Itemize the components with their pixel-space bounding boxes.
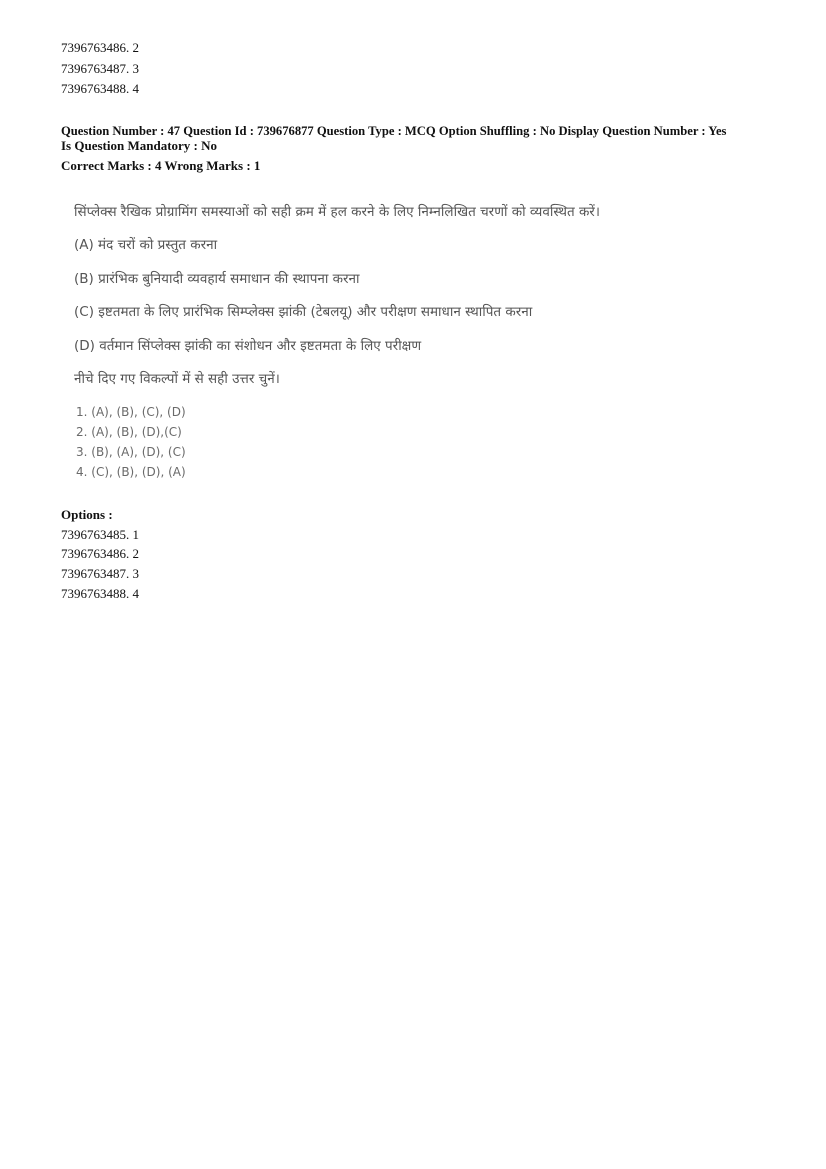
- question-image: [74, 200, 634, 490]
- question-marks: Correct Marks : 4 Wrong Marks : 1: [61, 158, 261, 173]
- prev-option-4: 7396763488. 4: [61, 81, 139, 96]
- question-prompt: सिंप्लेक्स रैखिक प्रोग्रामिंग समस्याओं को सही क्रम में हल करने के लिए निम्नलिखित चरणों को व्यवस्थित करें।: [74, 204, 600, 220]
- question-step-d: (D) वर्तमान सिंप्लेक्स झांकी का संशोधन और इष्टतमता के लिए परीक्षण: [74, 338, 422, 354]
- option-1: 7396763485. 1: [61, 527, 139, 542]
- answer-choice-2: 2. (A), (B), (D),(C): [76, 425, 182, 439]
- answer-choice-4: 4. (C), (B), (D), (A): [76, 465, 186, 479]
- answer-choice-3: 3. (B), (A), (D), (C): [76, 445, 186, 459]
- option-4: 7396763488. 4: [61, 586, 139, 601]
- question-header: Question Number : 47 Question Id : 739676877 Question Type : MCQ Option Shuffling : No Display Question Number : Yes: [61, 124, 727, 138]
- question-step-b: (B) प्रारंभिक बुनियादी व्यवहार्य समाधान की स्थापना करना: [74, 271, 360, 287]
- options-label: Options :: [61, 507, 113, 522]
- question-step-c: (C) इष्टतमता के लिए प्रारंभिक सिम्प्लेक्स झांकी (टेबलयू) और परीक्षण समाधान स्थापित करना: [74, 304, 533, 320]
- prev-option-2: 7396763486. 2: [61, 40, 139, 55]
- option-3: 7396763487. 3: [61, 566, 139, 581]
- answer-choice-1: 1. (A), (B), (C), (D): [76, 405, 186, 419]
- option-2: 7396763486. 2: [61, 546, 139, 561]
- question-step-a: (A) मंद चरों को प्रस्तुत करना: [74, 237, 218, 253]
- prev-option-3: 7396763487. 3: [61, 61, 139, 76]
- question-instruction: नीचे दिए गए विकल्पों में से सही उत्तर चुनें।: [74, 371, 280, 387]
- question-mandatory: Is Question Mandatory : No: [61, 138, 218, 153]
